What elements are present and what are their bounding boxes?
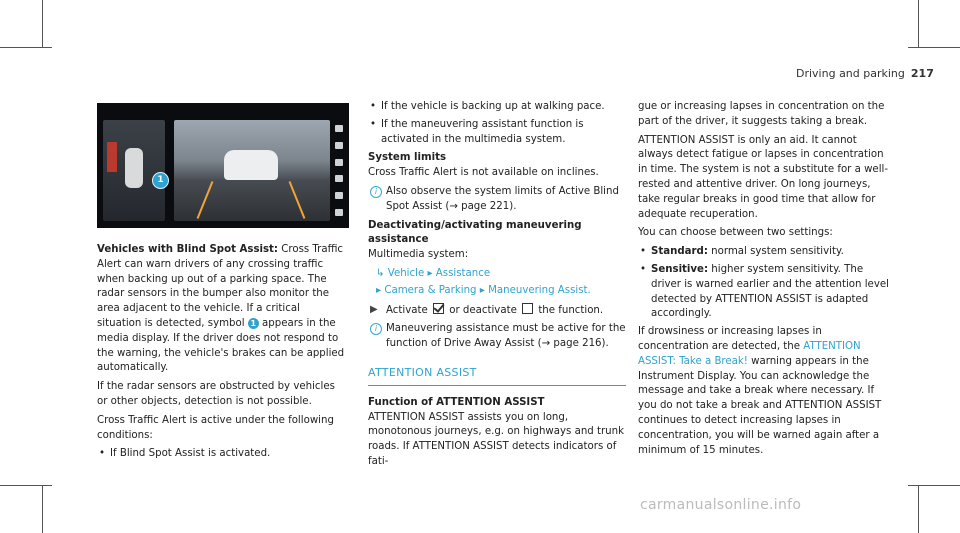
- text: appears in the media display. If the driver does not respond to the warning, the vehicle's brakes can be applied automatically.: [97, 317, 345, 374]
- watermark: carmanualsonline.info: [640, 497, 802, 513]
- top-view-image: [103, 120, 165, 221]
- car-top-icon: [125, 148, 143, 188]
- running-header: [796, 67, 936, 80]
- menu-icon: [335, 192, 343, 199]
- info-icon: i: [370, 323, 382, 335]
- crop-mark: [42, 485, 43, 533]
- text: the function.: [535, 304, 604, 316]
- crop-mark: [0, 47, 52, 48]
- bullet-item: [638, 245, 890, 260]
- menu-icon: [335, 175, 343, 182]
- guide-line-right: [289, 181, 306, 219]
- text: Activate: [386, 304, 431, 316]
- unchecked-box-icon: [522, 303, 533, 314]
- bullet-item: • If Blind Spot Assist is activated.: [97, 447, 347, 462]
- text: or deactivate: [446, 304, 521, 316]
- symbol-1: 1: [248, 318, 259, 329]
- paragraph: ATTENTION ASSIST assists you on long, monotonous journeys, e.g. on highways and trunk roads. If ATTENTION ASSIST detects indicators of fati-: [368, 411, 624, 467]
- paragraph: Cross Traffic Alert is not available on inclines.: [368, 167, 599, 179]
- menu-icon: [335, 209, 343, 216]
- menu-icon: [335, 142, 343, 149]
- warning-zone: [107, 142, 117, 172]
- text: normal system sensitivity.: [707, 246, 844, 258]
- text: warning appears in the Instrument Display. You can acknowledge the message and take a break where necessary. If you do not take a break and ATTENTION ASSIST continues to detect increasing lapses in concentration, you will be warned again after a minimum of 15 minutes.: [638, 355, 882, 456]
- note: [368, 185, 626, 215]
- bold-lead: Sensitive:: [651, 263, 709, 275]
- crop-mark: [42, 0, 43, 48]
- callout-marker: 1: [152, 172, 169, 189]
- display-message: ATTENTION ASSIST: Take a Break!: [638, 340, 861, 367]
- crop-mark: [908, 485, 960, 486]
- bullet-item: • If the vehicle is backing up at walking pace.: [368, 100, 626, 115]
- paragraph: gue or increasing lapses in concentration on the part of the driver, it suggests taking a break.: [638, 101, 885, 127]
- checked-box-icon: [433, 303, 444, 314]
- text: higher system sensitivity. The driver is warned earlier and the attention level detected by ATTENTION ASSIST is adapted accordingly.: [651, 263, 889, 320]
- bullet-item: [638, 263, 890, 322]
- note-text: Maneuvering assistance must be active for the function of Drive Away Assist (→ page 216).: [386, 323, 626, 350]
- menu-path: ↳ Vehicle ▸ Assistance: [376, 267, 491, 279]
- multimedia-screen-figure: [97, 103, 349, 228]
- section-title: Driving and parking: [796, 67, 905, 80]
- column-3: [638, 100, 890, 462]
- note-text: Also observe the system limits of Active Blind Spot Assist (→ page 221).: [386, 185, 619, 212]
- menu-path: ▸ Camera & Parking ▸ Maneuvering Assist.: [376, 284, 591, 296]
- subheading: Function of ATTENTION ASSIST: [368, 396, 545, 408]
- paragraph: [638, 325, 890, 458]
- text: Cross Traffic Alert can warn drivers of any crossing traffic when backing up out of a parking space. The radar sensors in the bumper also monitor the area adjacent to the vehicle. If a critical situation is detected, symbol: [97, 244, 344, 329]
- menu-icon: [335, 125, 343, 132]
- page-number: 217: [910, 67, 934, 80]
- crop-mark: [908, 47, 960, 48]
- car-rear-icon: [224, 150, 278, 180]
- paragraph: [97, 243, 347, 376]
- paragraph: If the radar sensors are obstructed by vehicles or other objects, detection is not possible.: [97, 381, 335, 407]
- paragraph: Multimedia system:: [368, 249, 469, 261]
- section-heading: ATTENTION ASSIST: [368, 366, 626, 386]
- paragraph: You can choose between two settings:: [638, 227, 833, 239]
- menu-icon: [335, 159, 343, 166]
- side-menu: [333, 120, 345, 221]
- subheading: Deactivating/activating maneuvering assistance: [368, 219, 582, 246]
- column-2: [368, 100, 626, 474]
- guide-line-left: [197, 181, 214, 219]
- info-icon: i: [370, 186, 382, 198]
- paragraph: ATTENTION ASSIST is only an aid. It cannot always detect fatigue or lapses in concentration in time. The system is not a substitute for a well-rested and attentive driver. On long journeys, take regular breaks in good time that allow for adequate recuperation.: [638, 134, 889, 220]
- bold-lead: Standard:: [651, 246, 708, 258]
- bold-lead: Vehicles with Blind Spot Assist:: [97, 244, 279, 255]
- column-1: [97, 243, 347, 465]
- action-step: [368, 303, 626, 319]
- crop-mark: [918, 0, 919, 48]
- text: If drowsiness or increasing lapses in concentration are detected, the: [638, 326, 822, 352]
- rear-camera-image: [174, 120, 330, 221]
- crop-mark: [918, 485, 919, 533]
- note: [368, 322, 626, 352]
- subheading: System limits: [368, 152, 447, 164]
- crop-mark: [0, 485, 52, 486]
- action-arrow-icon: ▶: [370, 303, 378, 315]
- bullet-item: • If the maneuvering assistant function is activated in the multimedia system.: [368, 118, 626, 148]
- paragraph: Cross Traffic Alert is active under the following conditions:: [97, 414, 334, 441]
